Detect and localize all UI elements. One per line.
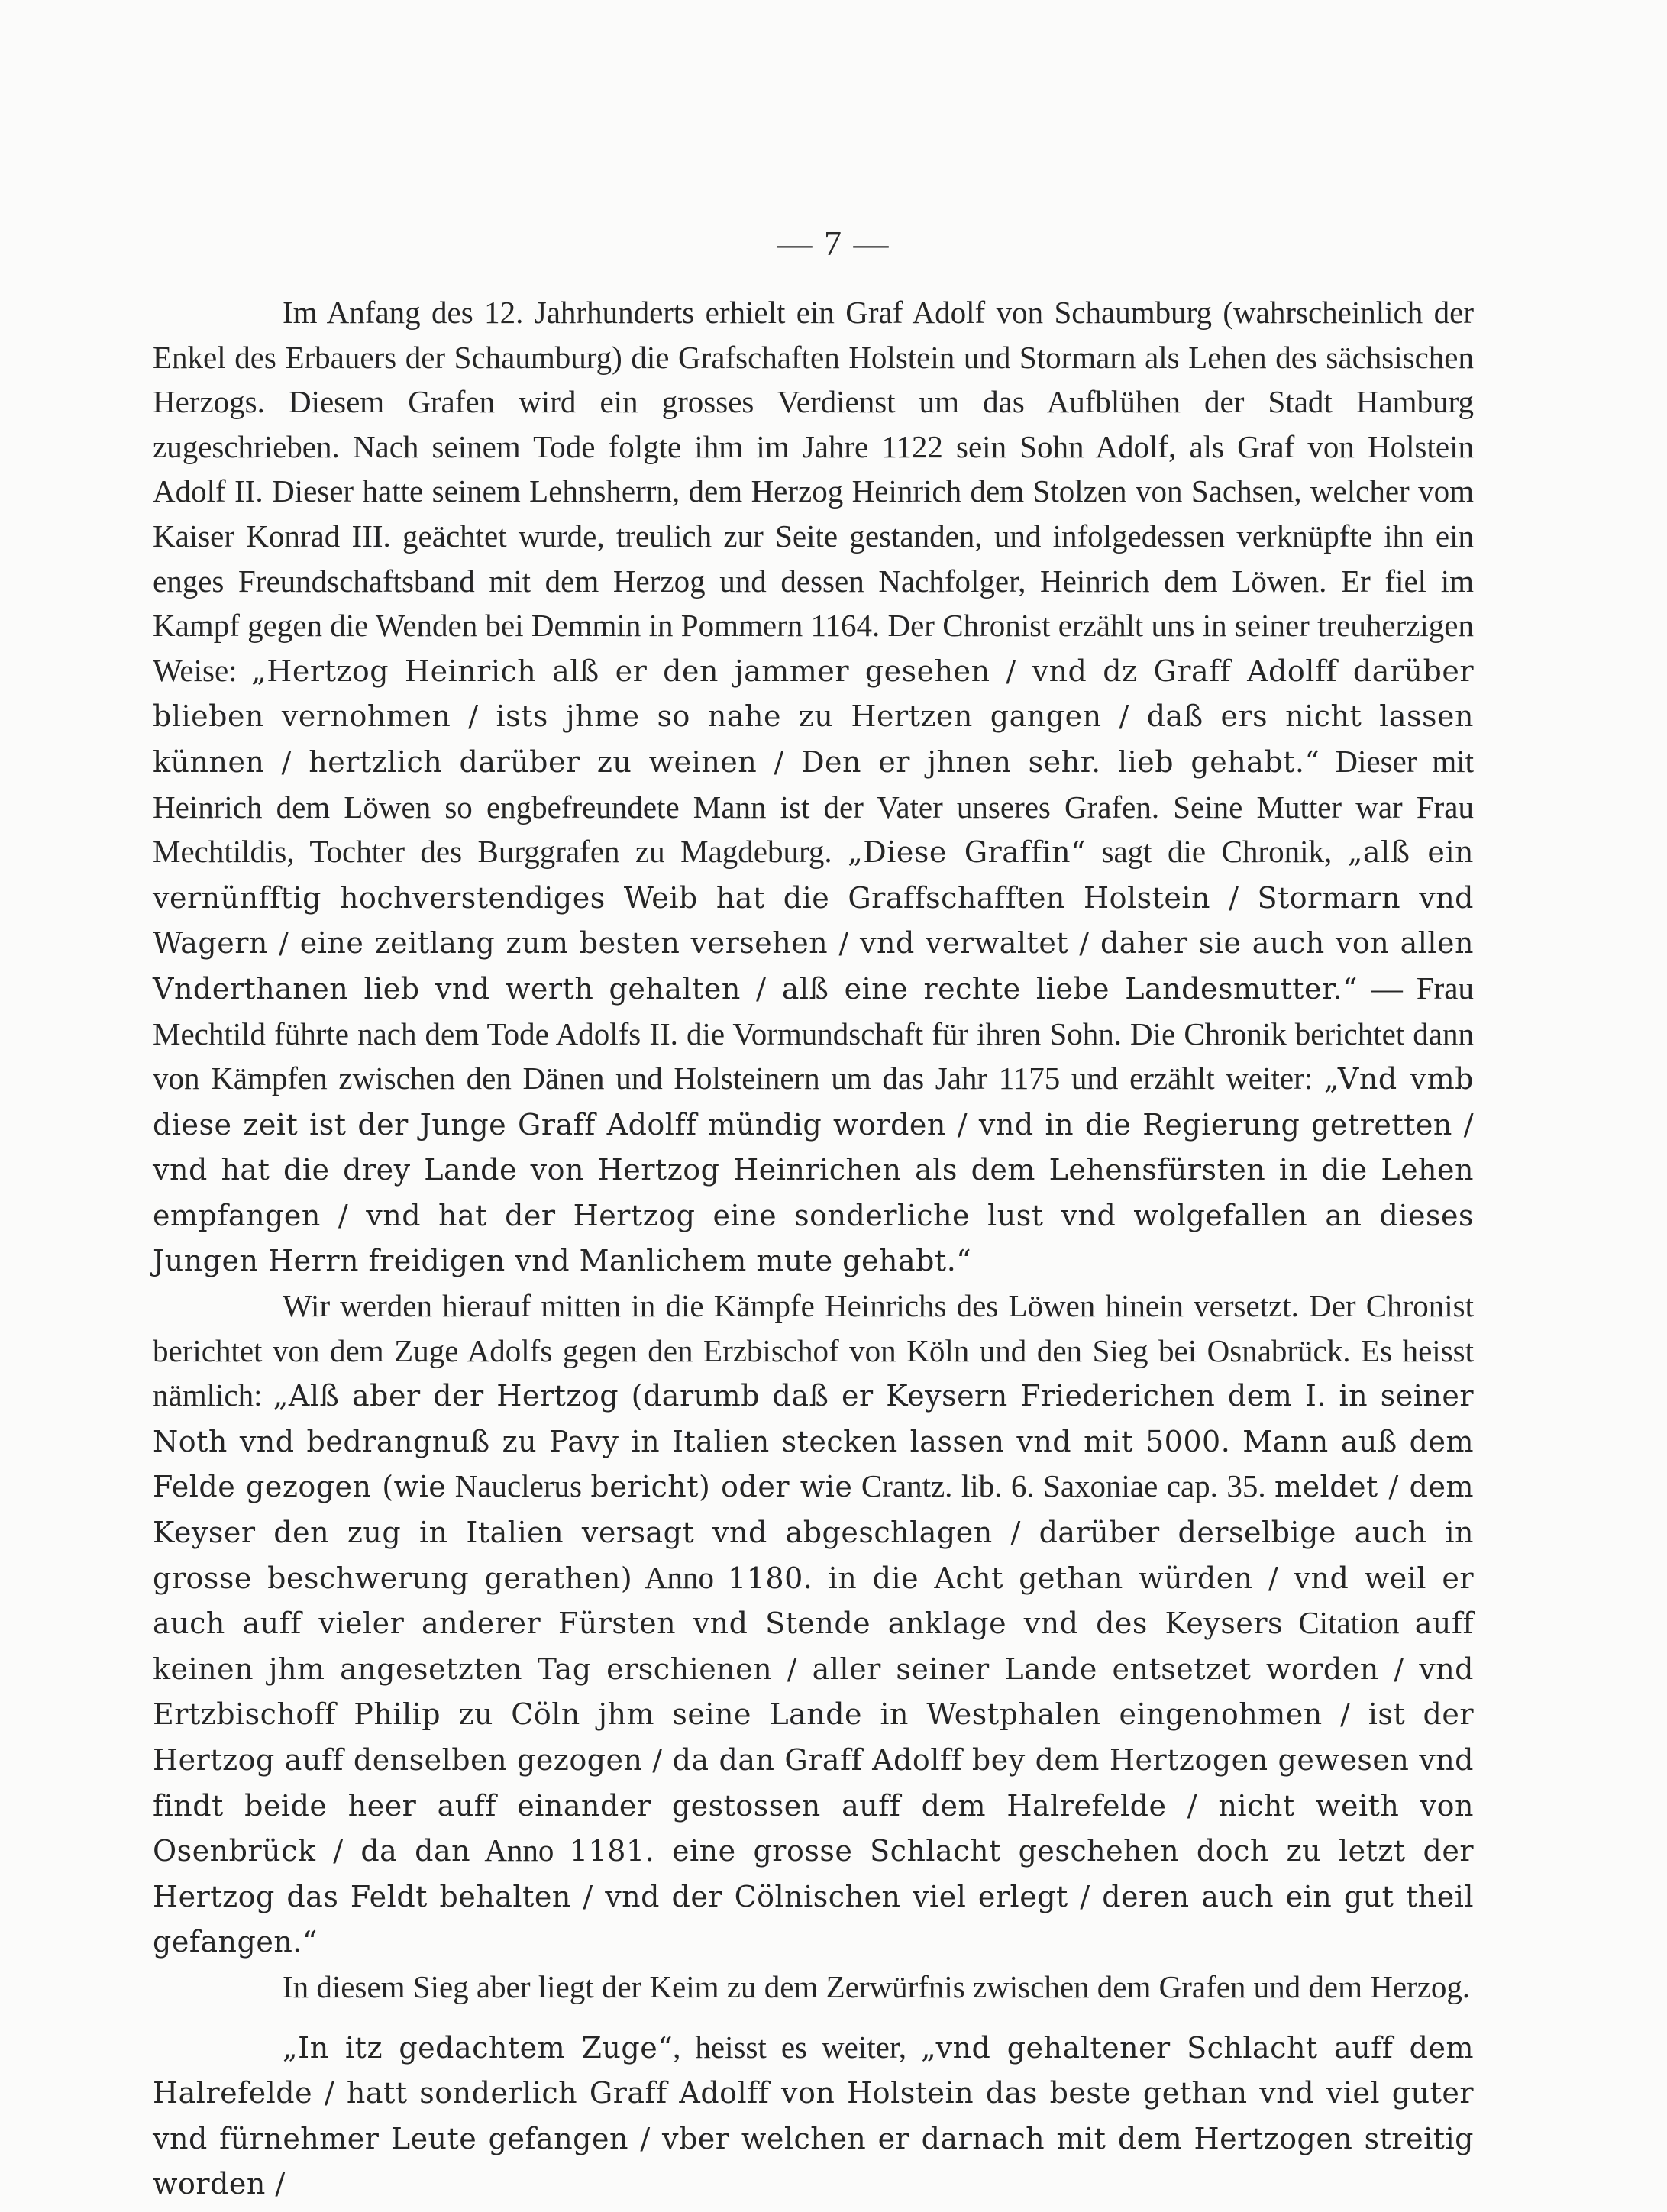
text-segment: — Frau Mechtild führte nach dem Tode Adolfs II. die Vormundschaft für ihren Sohn. Die Chronik berichtet dann von Kämpfen zwischen den Dänen und Holsteinern um das Jahr 1175 und erzählt weiter: — [153, 970, 1475, 1096]
chronicle-quote: „Alß aber der Hertzog (darumb daß er Keysern Friederichen dem I. in seiner Noth vnd bedrangnuß zu Pavy in Italien stecken lassen vnd mit 5000. Mann auß dem Felde gezogen (wie — [153, 1379, 1475, 1504]
paragraph-2 — [153, 1284, 1474, 1965]
paragraph-1 — [153, 290, 1474, 1284]
paragraph-3 — [153, 1965, 1474, 2010]
text-segment: Anno — [470, 1833, 570, 1868]
chronicle-quote: „alß ein vernünfftig hochverstendiges Weib hat die Graffschafften Holstein / Stormarn vnd Wagern / eine zeitlang zum besten versehen / vnd verwaltet / daher sie auch von allen Vnderthanen lieb vnd werth gehalten / alß eine rechte liebe Landesmutter.“ — [153, 835, 1474, 1006]
chronicle-quote: bericht) oder wie — [590, 1470, 853, 1504]
text-segment: Nauclerus — [446, 1468, 591, 1504]
text-segment: Citation — [1283, 1605, 1415, 1641]
chronicle-quote: „vnd gehaltener Schlacht auff dem Halrefelde / hatt sonderlich Graff Adolff von Holstein das beste gethan vnd viel guter vnd fürnehmer Leute gefangen / vber welchen er darnach mit dem Hertzogen streitig worden / — [153, 2030, 1475, 2201]
chronicle-quote: „Diese Graffin“ — [848, 835, 1087, 870]
text-segment: Anno — [632, 1559, 729, 1595]
chronicle-quote: meldet / dem Keyser den zug in Italien versagt vnd abgeschlagen / darüber derselbige auch in grosse beschwerung gerathen) — [153, 1470, 1474, 1595]
chronicle-quote: auff keinen jhm angesetzten Tag erschienen / aller seiner Lande entsetzet worden / vnd Ertzbischoff Philip zu Cöln jhm seine Lande in Westphalen eingenohmen / ist der Hertzog auff denselben gezogen / da dan Graff Adolff bey dem Hertzogen gewesen vnd findt beide heer auff einander gestossen auff dem Halrefelde / nicht weith von Osenbrück / da dan — [153, 1607, 1475, 1868]
body-text — [153, 290, 1474, 2207]
chronicle-quote: „In itz gedachtem Zuge“ — [283, 2030, 674, 2065]
text-segment: In diesem Sieg aber liegt der Keim zu dem Zerwürfnis zwischen dem Grafen und dem Herzog. — [283, 1968, 1471, 2004]
text-segment: Crantz. lib. 6. Saxoniae cap. 35. — [852, 1468, 1275, 1504]
chronicle-quote: „Hertzog Heinrich alß er den jammer gesehen / vnd dz Graff Adolff darüber blieben vernohmen / ists jhme so nahe zu Hertzen gangen / daß ers nicht lassen künnen / hertzlich darüber zu weinen / Den er jhnen sehr. lieb gehabt.“ — [153, 654, 1474, 779]
chronicle-quote: „Vnd vmb diese zeit ist der Junge Graff Adolff mündig worden / vnd in die Regierung getretten / vnd hat die drey Lande von Hertzog Heinrichen als dem Lehensfürsten in die Lehen empfangen / vnd hat der Hertzog eine sonderliche lust vnd wolgefallen an dieses Jungen Herrn freidigen vnd Manlichem mute gehabt.“ — [153, 1062, 1474, 1278]
paragraph-4 — [153, 2025, 1474, 2207]
text-segment: Wir werden hierauf mitten in die Kämpfe Heinrichs des Löwen hinein versetzt. Der Chronist berichtet von dem Zuge Adolfs gegen den Erzbischof von Köln und den Sieg bei Osnabrück. Es heisst nämlich: — [153, 1288, 1474, 1413]
text-segment: Dieser mit Heinrich dem Löwen so engbefreundete Mann ist der Vater unseres Grafen. Seine Mutter war Frau Mechtildis, Tochter des Burggrafen zu Magdeburg. — [153, 743, 1475, 870]
text-segment: , heisst es weiter, — [673, 2029, 922, 2065]
text-segment: sagt die Chronik, — [1086, 834, 1348, 870]
chronicle-quote: 1180. in die Acht gethan würden / vnd weil er auch auff vieler anderer Fürsten vnd Stende anklage vnd des Keysers — [153, 1561, 1474, 1641]
text-segment: Im Anfang des 12. Jahrhunderts erhielt ein Graf Adolf von Schaumburg (wahrscheinlich der Enkel des Erbauers der Schaumburg) die Grafschaften Holstein und Stormarn als Lehen des sächsischen Herzogs. Diesem Grafen wird ein grosses Verdienst um das Aufblühen der Stadt Hamburg zugeschrieben. Nach seinem Tode folgte ihm im Jahre 1122 sein Sohn Adolf, als Graf von Holstein Adolf II. Dieser hatte seinem Lehnsherrn, dem Herzog Heinrich dem Stolzen von Sachsen, welcher vom Kaiser Konrad III. geächtet wurde, treulich zur Seite gestanden, und infolgedessen verknüpfte ihn ein enges Freundschaftsband mit dem Herzog und dessen Nachfolger, Heinrich dem Löwen. Er fiel im Kampf gegen die Wenden bei Demmin in Pommern 1164. Der Chronist erzählt uns in seiner treuherzigen Weise: — [153, 295, 1474, 688]
page-number: — 7 — — [777, 224, 890, 263]
chronicle-quote: 1181. eine grosse Schlacht geschehen doch zu letzt der Hertzog das Feldt behalten / vnd der Cölnischen viel erlegt / deren auch ein gut theil gefangen.“ — [153, 1834, 1474, 1959]
